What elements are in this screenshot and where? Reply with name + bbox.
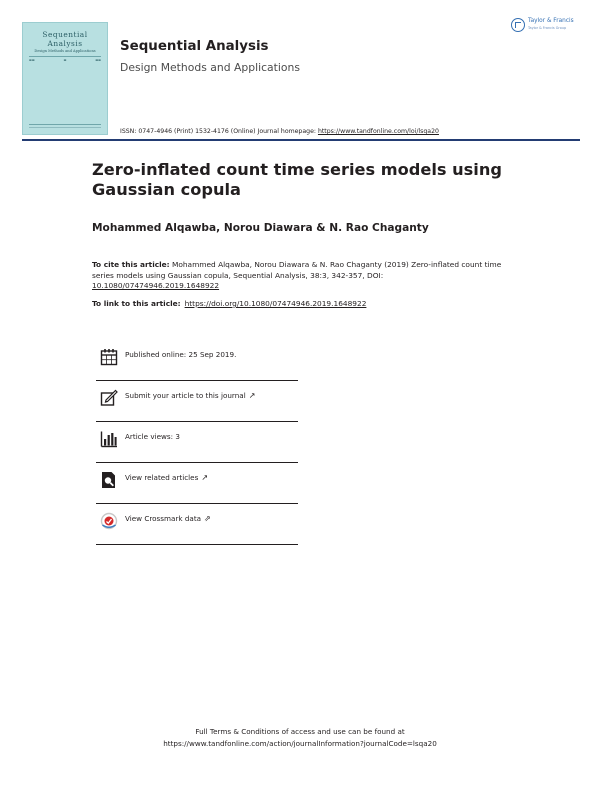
article-views-text: Article views: 3 (125, 432, 180, 441)
article-link-label: To link to this article: (92, 299, 181, 308)
citation-label: To cite this article: (92, 260, 170, 269)
related-articles-link[interactable]: View related articles (125, 473, 199, 482)
cover-title-line2: Analysis (47, 38, 83, 48)
journal-title: Sequential Analysis (120, 39, 269, 54)
cover-title-line1: Sequential (42, 30, 88, 39)
submit-article-link[interactable]: Submit your article to this journal (125, 391, 246, 400)
search-document-icon (100, 471, 118, 489)
publisher-logo-tagline: Taylor & Francis Group (528, 26, 567, 30)
bar-chart-icon (100, 430, 118, 448)
external-link-icon: ↗ (248, 391, 256, 400)
citation-block (92, 260, 512, 292)
issn-line (120, 128, 439, 135)
cover-bottom-line-2 (29, 127, 101, 128)
published-online-text: Published online: 25 Sep 2019. (125, 350, 237, 359)
footer-line1: Full Terms & Conditions of access and use can be found at (195, 727, 405, 736)
article-title: Zero-inflated count time series models using Gaussian copula (92, 160, 502, 199)
article-doi-link[interactable]: https://doi.org/10.1080/07474946.2019.1648922 (184, 299, 367, 308)
header-rule (22, 139, 580, 141)
footer-terms-link[interactable]: https://www.tandfonline.com/action/journalInformation?journalCode=lsqa20 (163, 739, 437, 748)
published-online-row (96, 340, 298, 381)
cover-info-row: ▬▬ ▬ ▬▬ (29, 58, 101, 63)
journal-homepage-link[interactable]: https://www.tandfonline.com/loi/lsqa20 (317, 128, 439, 135)
footer (0, 726, 600, 750)
related-articles-row[interactable] (96, 463, 298, 504)
publisher-logo-name: Taylor & Francis (528, 18, 574, 24)
journal-cover-image (22, 22, 108, 135)
article-views-row (96, 422, 298, 463)
publisher-logo (511, 17, 583, 37)
cover-divider (29, 56, 101, 57)
crossmark-row[interactable] (96, 504, 298, 545)
cover-subtitle: Design Methods and Applications (34, 49, 96, 54)
crossmark-icon (100, 512, 118, 530)
crossmark-link[interactable]: View Crossmark data (125, 514, 202, 523)
article-link-block (92, 299, 366, 308)
journal-subtitle: Design Methods and Applications (120, 61, 300, 74)
calendar-icon (100, 348, 118, 366)
cover-bottom-line (29, 124, 101, 125)
submit-article-row[interactable] (96, 381, 298, 422)
citation-doi-link[interactable]: 10.1080/07474946.2019.1648922 (92, 281, 220, 290)
article-authors: Mohammed Alqawba, Norou Diawara & N. Rao Chaganty (92, 222, 429, 234)
citation-text: Mohammed Alqawba, Norou Diawara & N. Rao Chaganty (2019) Zero-inflated count time series models using Gaussian copula, Sequential Analysis, 38:3, 342-357, DOI: (92, 260, 502, 280)
publisher-logo-icon (511, 18, 525, 32)
external-link-icon: ⇗ (204, 514, 211, 523)
issn-text: ISSN: 0747-4946 (Print) 1532-4176 (Online) Journal homepage: (120, 128, 318, 135)
external-link-icon: ↗ (201, 473, 209, 482)
edit-icon (100, 389, 118, 407)
